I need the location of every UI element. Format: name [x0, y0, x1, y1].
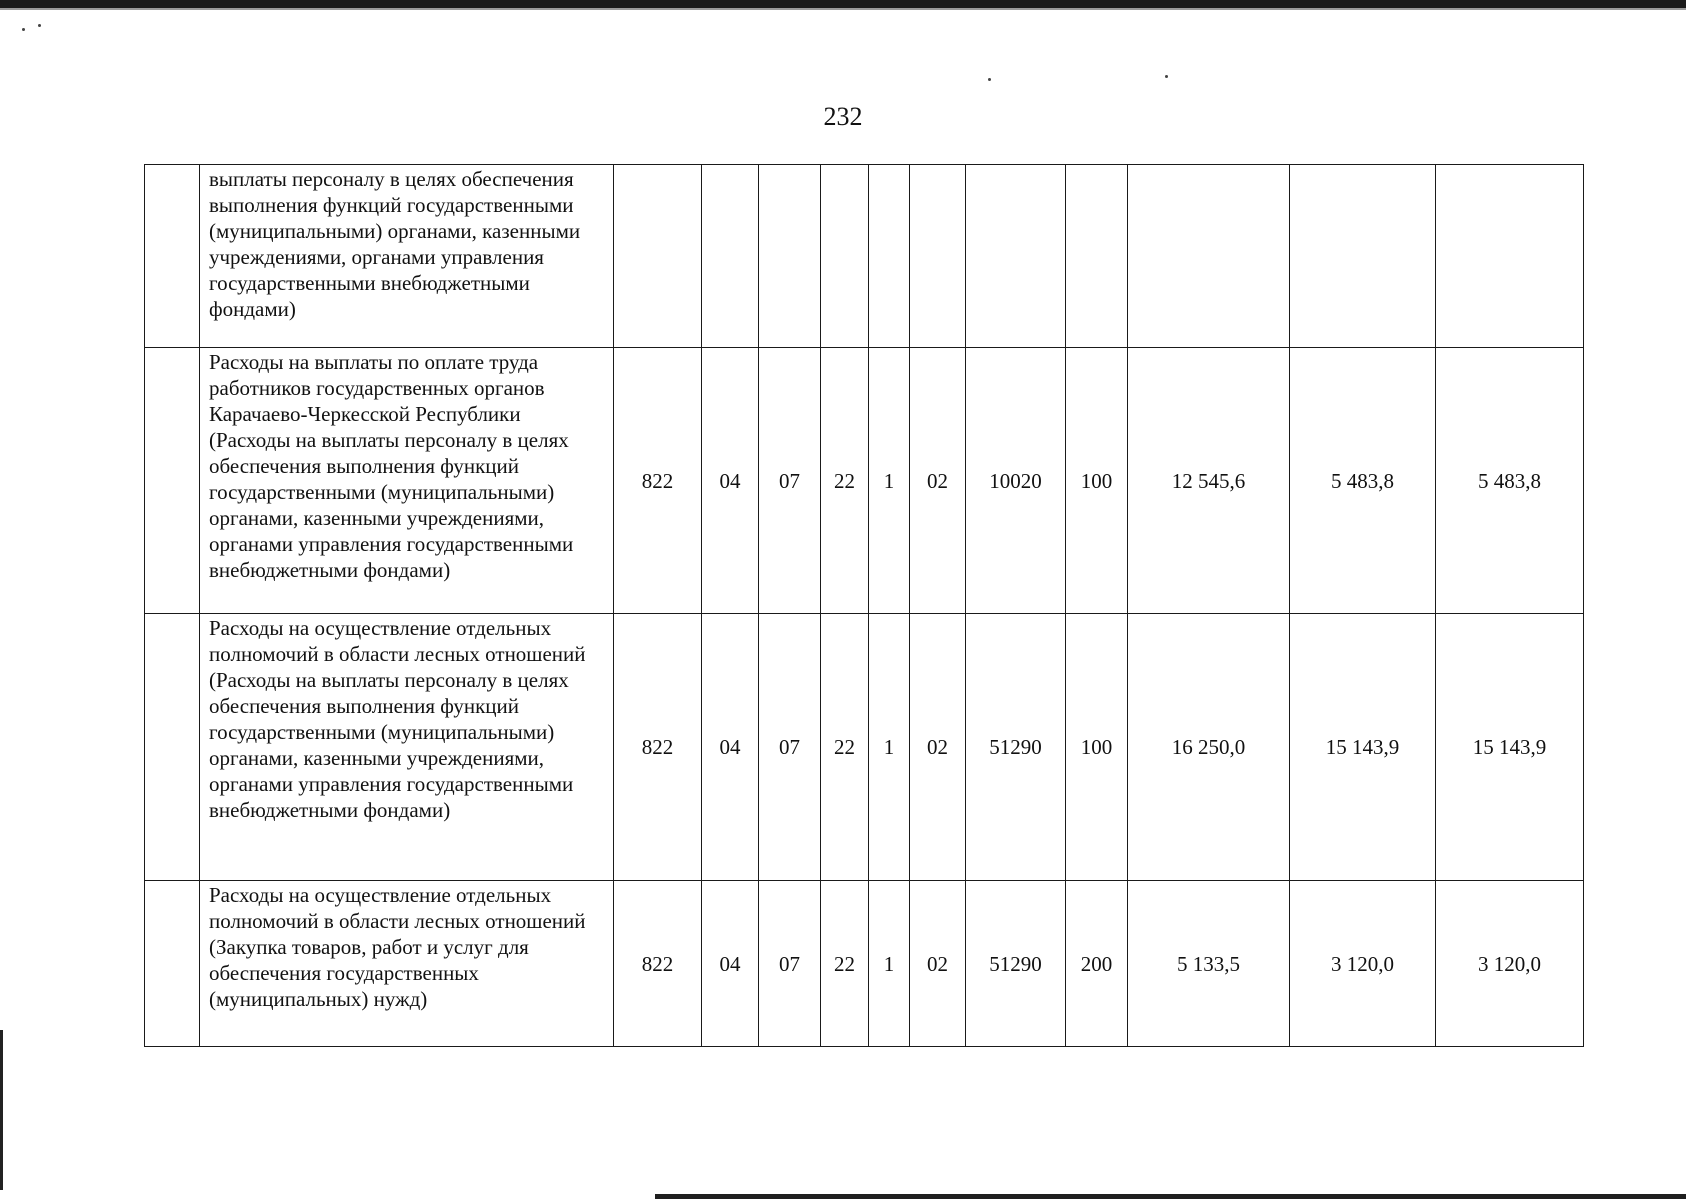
subprogram-code-cell: 1: [869, 348, 910, 614]
measure-code-cell: 02: [910, 348, 966, 614]
row-number-cell: [145, 165, 200, 348]
subsection-code-cell: [759, 165, 821, 348]
expense-type-cell: [1066, 165, 1128, 348]
program-code-cell: 22: [821, 881, 869, 1047]
scan-speck: [22, 28, 25, 31]
scan-speck: [1165, 75, 1168, 78]
admin-code-cell: 822: [614, 348, 702, 614]
expense-type-cell: 100: [1066, 614, 1128, 881]
scan-border-top: [0, 0, 1686, 8]
measure-code-cell: 02: [910, 614, 966, 881]
section-code-cell: 04: [702, 881, 759, 1047]
direction-code-cell: 10020: [966, 348, 1066, 614]
expense-type-cell: 100: [1066, 348, 1128, 614]
description-cell: Расходы на осуществление отдельных полномочий в области лесных отношений (Расходы на выплаты персоналу в целях обеспечения выполнения функций государственными (муниципальными) органами, казенными учреждениями, органами управления государственными внебюджетными фондами): [200, 614, 614, 881]
direction-code-cell: 51290: [966, 614, 1066, 881]
subprogram-code-cell: 1: [869, 881, 910, 1047]
row-number-cell: [145, 881, 200, 1047]
amount-year-1-cell: 16 250,0: [1128, 614, 1290, 881]
table-row: [145, 348, 1584, 614]
scan-border-top-shadow: [0, 8, 1686, 10]
measure-code-cell: [910, 165, 966, 348]
scan-speck: [988, 78, 991, 81]
amount-year-1-cell: 12 545,6: [1128, 348, 1290, 614]
subprogram-code-cell: [869, 165, 910, 348]
direction-code-cell: [966, 165, 1066, 348]
scan-speck: [38, 24, 41, 27]
table-row: [145, 614, 1584, 881]
description-cell: выплаты персоналу в целях обеспечения выполнения функций государственными (муниципальными) органами, казенными учреждениями, органами управления государственными внебюджетными фондами): [200, 165, 614, 348]
scan-border-left: [0, 1030, 3, 1190]
subsection-code-cell: 07: [759, 348, 821, 614]
section-code-cell: 04: [702, 614, 759, 881]
table-row: [145, 881, 1584, 1047]
amount-year-3-cell: 15 143,9: [1436, 614, 1584, 881]
amount-year-3-cell: [1436, 165, 1584, 348]
page-number: 232: [823, 102, 863, 131]
subprogram-code-cell: 1: [869, 614, 910, 881]
section-code-cell: 04: [702, 348, 759, 614]
description-cell: Расходы на выплаты по оплате труда работников государственных органов Карачаево-Черкесской Республики (Расходы на выплаты персоналу в целях обеспечения выполнения функций государственными (муниципальными) органами, казенными учреждениями, органами управления государственными внебюджетными фондами): [200, 348, 614, 614]
amount-year-2-cell: 5 483,8: [1290, 348, 1436, 614]
description-cell: Расходы на осуществление отдельных полномочий в области лесных отношений (Закупка товаров, работ и услуг для обеспечения государственных (муниципальных) нужд): [200, 881, 614, 1047]
amount-year-3-cell: 3 120,0: [1436, 881, 1584, 1047]
amount-year-3-cell: 5 483,8: [1436, 348, 1584, 614]
row-number-cell: [145, 348, 200, 614]
admin-code-cell: 822: [614, 881, 702, 1047]
amount-year-2-cell: 15 143,9: [1290, 614, 1436, 881]
measure-code-cell: 02: [910, 881, 966, 1047]
amount-year-2-cell: 3 120,0: [1290, 881, 1436, 1047]
program-code-cell: 22: [821, 614, 869, 881]
subsection-code-cell: 07: [759, 881, 821, 1047]
row-number-cell: [145, 614, 200, 881]
program-code-cell: 22: [821, 348, 869, 614]
scan-border-bottom: [655, 1194, 1686, 1199]
budget-table: [144, 164, 1584, 1047]
expense-type-cell: 200: [1066, 881, 1128, 1047]
amount-year-2-cell: [1290, 165, 1436, 348]
admin-code-cell: [614, 165, 702, 348]
section-code-cell: [702, 165, 759, 348]
amount-year-1-cell: [1128, 165, 1290, 348]
direction-code-cell: 51290: [966, 881, 1066, 1047]
admin-code-cell: 822: [614, 614, 702, 881]
subsection-code-cell: 07: [759, 614, 821, 881]
program-code-cell: [821, 165, 869, 348]
table-row: [145, 165, 1584, 348]
amount-year-1-cell: 5 133,5: [1128, 881, 1290, 1047]
